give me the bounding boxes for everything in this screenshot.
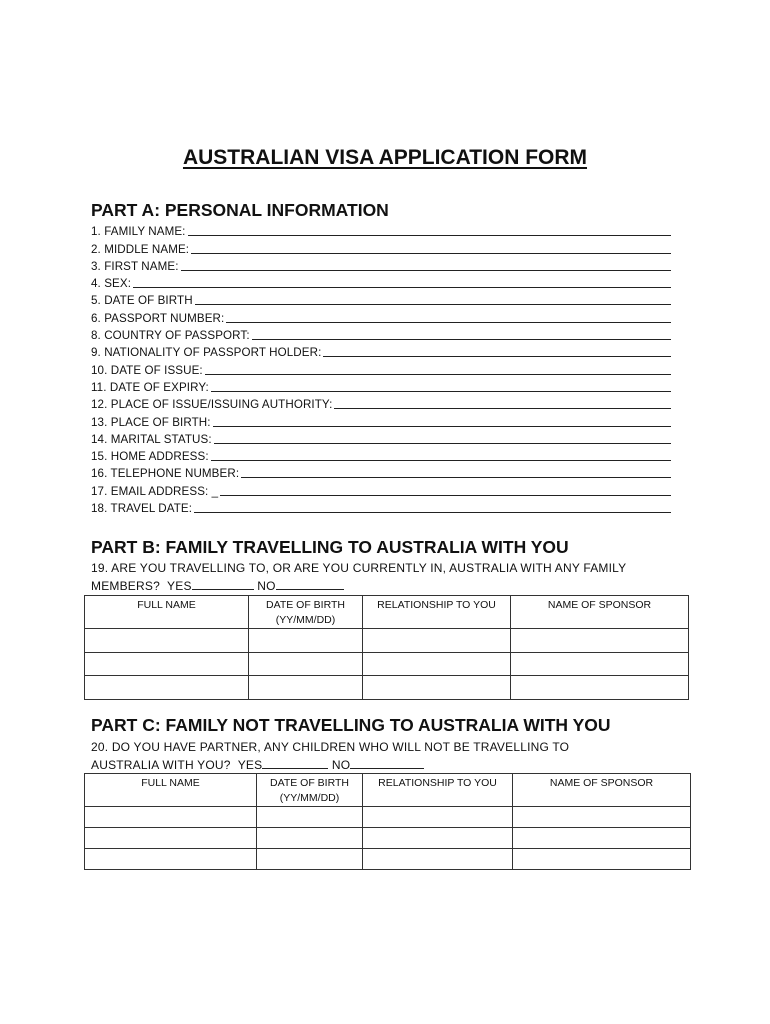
table-cell[interactable] [257, 828, 363, 849]
form-field-label: 1. FAMILY NAME: [91, 225, 186, 239]
table-cell[interactable] [257, 849, 363, 870]
form-field-input-line[interactable] [191, 252, 671, 254]
personal-info-fields [91, 221, 671, 515]
form-field-label: 3. FIRST NAME: [91, 259, 179, 273]
question-20-text: 20. DO YOU HAVE PARTNER, ANY CHILDREN WHO WILL NOT BE TRAVELLING TO AUSTRALIA WITH YOU? [91, 740, 570, 772]
form-field-label: 4. SEX: [91, 277, 132, 291]
question-19 [91, 559, 651, 595]
form-field-row [91, 480, 671, 497]
form-field-input-line[interactable] [323, 355, 671, 357]
form-field-label: 10. DATE OF ISSUE: [91, 363, 203, 377]
table-cell[interactable] [85, 676, 249, 700]
form-field-row [91, 411, 671, 428]
form-field-input-line[interactable] [205, 373, 671, 375]
part-a-heading: PART A: PERSONAL INFORMATION [91, 200, 389, 220]
table-cell[interactable] [257, 807, 363, 828]
table-cell[interactable] [85, 653, 249, 676]
form-field-row [91, 256, 671, 273]
family-not-travelling-table [84, 773, 691, 870]
form-field-label: 11. DATE OF EXPIRY: [91, 380, 209, 394]
question-19-yes-field[interactable] [192, 577, 254, 590]
form-field-label: 8. COUNTRY OF PASSPORT: [91, 329, 250, 343]
table-header-row [85, 596, 689, 629]
table-cell[interactable] [363, 653, 511, 676]
table-row [85, 828, 691, 849]
column-header-full-name: FULL NAME [85, 596, 249, 629]
form-field-label: 12. PLACE OF ISSUE/ISSUING AUTHORITY: [91, 398, 333, 412]
table-cell[interactable] [511, 653, 689, 676]
question-20-no-label: NO [331, 758, 351, 772]
form-field-row [91, 429, 671, 446]
table-cell[interactable] [363, 629, 511, 653]
column-header-sponsor: NAME OF SPONSOR [511, 596, 689, 629]
table-cell[interactable] [513, 807, 691, 828]
question-19-no-label: NO [257, 579, 276, 593]
form-field-row [91, 394, 671, 411]
table-cell[interactable] [85, 828, 257, 849]
table-row [85, 676, 689, 700]
form-field-input-line[interactable] [194, 511, 671, 513]
table-cell[interactable] [249, 629, 363, 653]
form-field-row [91, 342, 671, 359]
part-b-heading: PART B: FAMILY TRAVELLING TO AUSTRALIA WITH YOU [91, 537, 569, 557]
form-field-input-line[interactable] [195, 303, 671, 305]
form-field-row [91, 238, 671, 255]
form-field-label: 5. DATE OF BIRTH [91, 294, 193, 308]
form-field-row [91, 221, 671, 238]
column-header-full-name: FULL NAME [85, 774, 257, 807]
form-field-input-line[interactable] [220, 494, 671, 496]
table-cell[interactable] [511, 676, 689, 700]
column-header-relationship: RELATIONSHIP TO YOU [363, 596, 511, 629]
question-20-yes-field[interactable] [262, 756, 328, 769]
table-cell[interactable] [249, 653, 363, 676]
question-19-yes-label: YES [167, 579, 192, 593]
form-field-row [91, 290, 671, 307]
table-row [85, 653, 689, 676]
form-field-input-line[interactable] [211, 390, 671, 392]
form-field-row [91, 377, 671, 394]
table-cell[interactable] [513, 849, 691, 870]
form-field-row [91, 498, 671, 515]
column-header-relationship: RELATIONSHIP TO YOU [363, 774, 513, 807]
form-field-row [91, 273, 671, 290]
form-field-input-line[interactable] [181, 269, 671, 271]
form-field-row [91, 463, 671, 480]
question-20-no-field[interactable] [350, 756, 424, 769]
form-field-input-line[interactable] [188, 234, 672, 236]
question-19-no-field[interactable] [276, 577, 344, 590]
table-header-row [85, 774, 691, 807]
form-field-input-line[interactable] [133, 286, 671, 288]
table-cell[interactable] [85, 849, 257, 870]
form-field-label: 17. EMAIL ADDRESS: _ [91, 484, 219, 498]
table-row [85, 807, 691, 828]
form-field-label: 15. HOME ADDRESS: [91, 450, 209, 464]
table-cell[interactable] [513, 828, 691, 849]
form-field-label: 6. PASSPORT NUMBER: [91, 311, 225, 325]
form-title: AUSTRALIAN VISA APPLICATION FORM [182, 146, 588, 169]
form-field-label: 16. TELEPHONE NUMBER: [91, 467, 240, 481]
form-field-row [91, 307, 671, 324]
form-field-label: 13. PLACE OF BIRTH: [91, 415, 211, 429]
question-19-text: 19. ARE YOU TRAVELLING TO, OR ARE YOU CURRENTLY IN, AUSTRALIA WITH ANY FAMILY MEMBERS? [91, 561, 627, 593]
form-field-row [91, 325, 671, 342]
table-cell[interactable] [363, 807, 513, 828]
form-field-label: 2. MIDDLE NAME: [91, 242, 190, 256]
column-header-sponsor: NAME OF SPONSOR [513, 774, 691, 807]
form-field-input-line[interactable] [334, 407, 671, 409]
column-header-date-of-birth: DATE OF BIRTH (YY/MM/DD) [249, 596, 363, 629]
form-field-row [91, 446, 671, 463]
form-field-row [91, 359, 671, 376]
table-row [85, 629, 689, 653]
table-row [85, 849, 691, 870]
table-cell[interactable] [249, 676, 363, 700]
form-field-input-line[interactable] [211, 459, 671, 461]
table-cell[interactable] [85, 807, 257, 828]
table-cell[interactable] [363, 828, 513, 849]
part-c-heading: PART C: FAMILY NOT TRAVELLING TO AUSTRALIA WITH YOU [91, 715, 611, 735]
family-travelling-table [84, 595, 689, 700]
form-field-input-line[interactable] [213, 425, 671, 427]
table-cell[interactable] [363, 849, 513, 870]
question-20-yes-label: YES [237, 758, 263, 772]
table-cell[interactable] [85, 629, 249, 653]
form-field-label: 9. NATIONALITY OF PASSPORT HOLDER: [91, 346, 322, 360]
table-cell[interactable] [511, 629, 689, 653]
column-header-date-of-birth: DATE OF BIRTH (YY/MM/DD) [257, 774, 363, 807]
form-field-label: 14. MARITAL STATUS: [91, 432, 212, 446]
form-field-input-line[interactable] [226, 321, 671, 323]
form-field-input-line[interactable] [214, 442, 671, 444]
form-field-input-line[interactable] [252, 338, 671, 340]
form-field-label: 18. TRAVEL DATE: [91, 502, 193, 516]
form-field-input-line[interactable] [241, 476, 671, 478]
table-cell[interactable] [363, 676, 511, 700]
question-20 [91, 738, 611, 774]
